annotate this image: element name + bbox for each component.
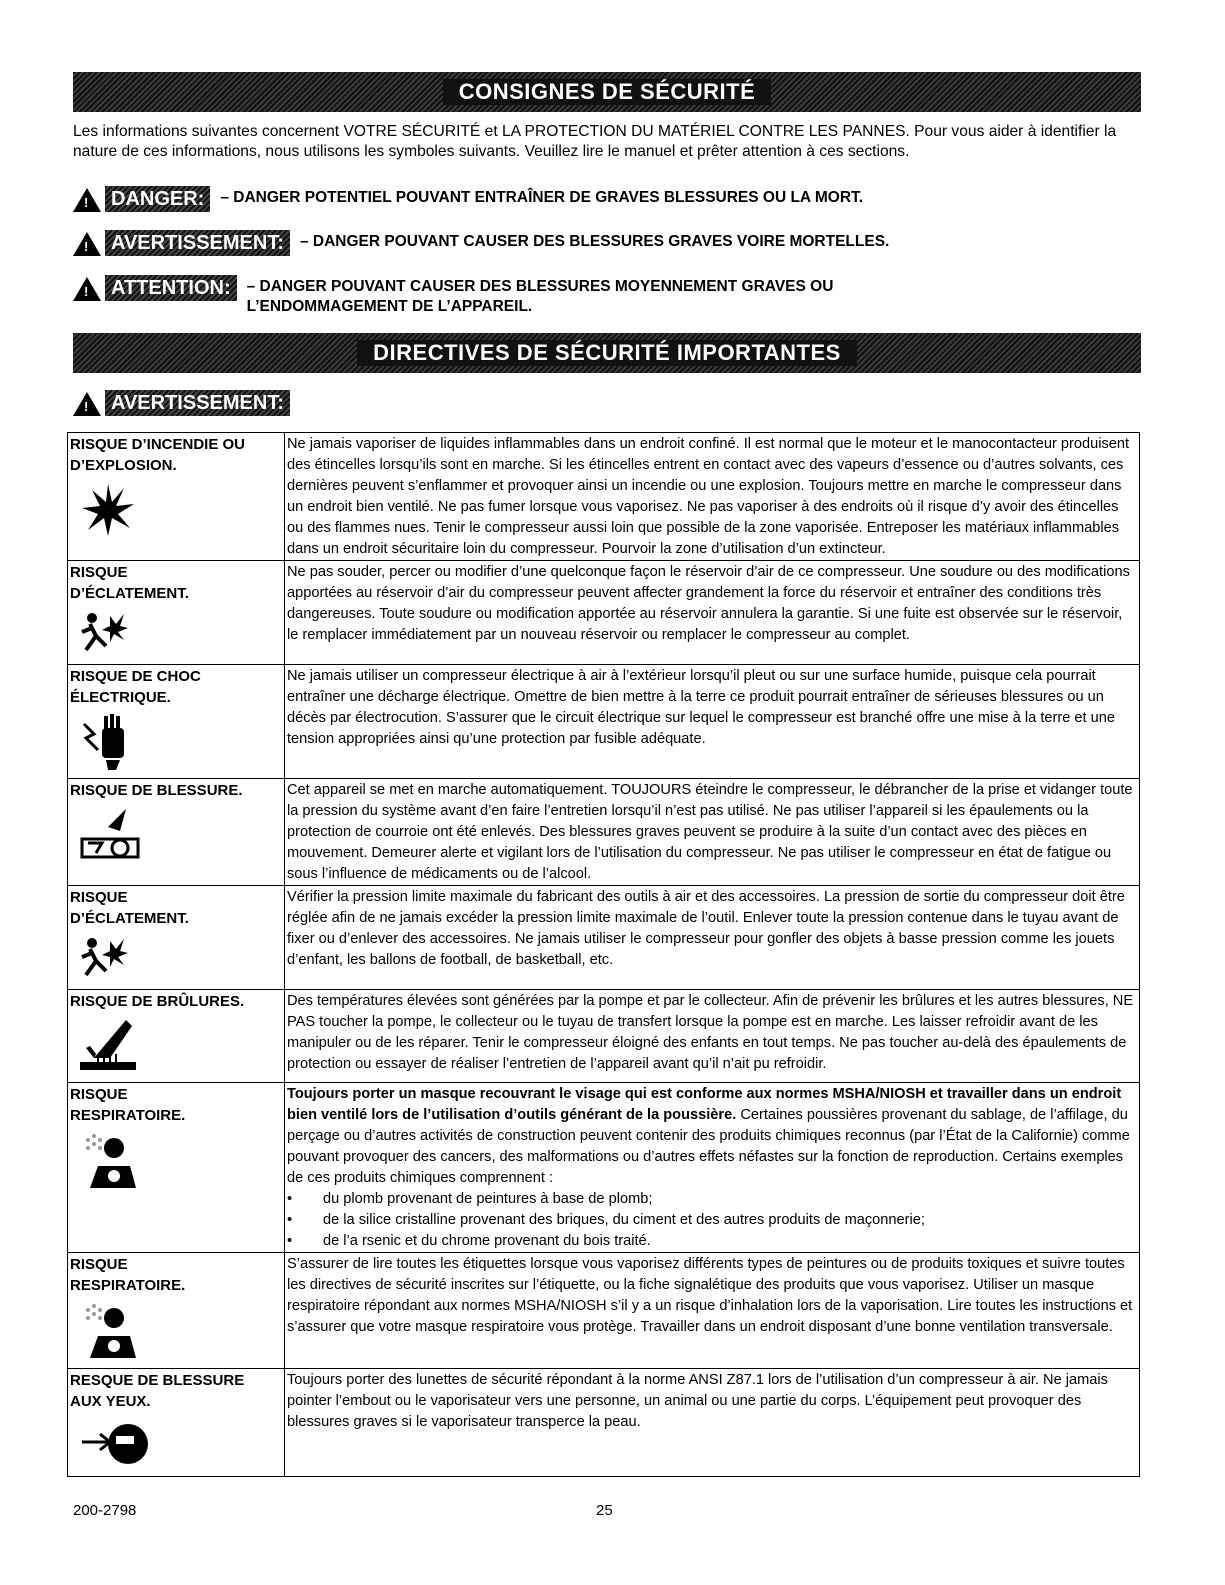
section-title: DIRECTIVES DE SÉCURITÉ IMPORTANTES (357, 340, 857, 366)
hazard-text-body: Ne jamais vaporiser de liquides inflammables dans un endroit confiné. Il est normal que le moteur et le manocontacteur produisent des étincelles lorsqu’ils sont en marche. Si les étincelles entrent en contact avec des vapeurs d’essence ou d’autres solvants, ces dernières peuvent s’enflammer et provoquer ainsi un incendie ou une explosion. Toujours mettre en marche le compresseur dans un endroit bien ventilé. Ne pas fumer lorsque vous vaporisez. Ne pas vaporiser à des endroits où il risque d’y avoir des étincelles ou des flammes nues. Tenir le compresseur aussi loin que possible de la zone vaporisée. Entreposer les matériaux inflammables dans un endroit sécuritaire loin du compresseur. Pourvoir la zone d’utilisation d’un extincteur. (287, 436, 1130, 557)
hazard-text (287, 562, 1137, 646)
signal-avertissement (73, 230, 889, 256)
hazard-text-body: Certaines poussières provenant du sablage, de l’affilage, du perçage ou d’autres activités de construction peuvent contenir des produits chimiques reconnus (par l’État de la Californie) comme pouvant provoquer des cancers, des malformations ou d’autres effets néfastes sur la fonction de reproduction. Certains exemples de ces produits chimiques comprennent : (287, 1107, 1130, 1186)
hazard-cell (68, 1083, 285, 1253)
hazard-row (68, 665, 1140, 779)
moving-parts-icon (80, 807, 282, 869)
hazard-description (285, 1083, 1140, 1253)
hazard-text (287, 1084, 1137, 1189)
hazard-text-body: S’assurer de lire toutes les étiquettes lorsque vous vaporisez différents types de peintures ou de produits toxiques et suivre toutes les directives de sécurité inscrites sur l’étiquette, ou la fiche signalétique des produits que vous vaporisez. Utiliser un masque respiratoire répondant aux normes MSHA/NIOSH s’il y a un risque d’inhalation lors de la vaporisation. Lire toutes les instructions et s’assurer que votre masque respiratoire vous protège. Travailler dans un endroit disposant d’une bonne ventilation transversale. (287, 1256, 1133, 1335)
hazard-name: RISQUE D’INCENDIE OU D’EXPLOSION. (70, 436, 246, 474)
hazard-description (285, 990, 1140, 1083)
hazard-text-body: Ne pas souder, percer ou modifier d’une quelconque façon le réservoir d’air de ce compresseur. Une soudure ou des modifications apportées au réservoir d’air du compresseur peuvent affecter grandement la force du réservoir et entraîner des conditions très dangereuses. Toute soudure ou modification apportée au réservoir annulera la garantie. Si une fuite est observée sur le réservoir, le remplacer immédiatement par un nouveau réservoir ou remplacer le compresseur au complet. (287, 564, 1130, 643)
hazard-row (68, 779, 1140, 886)
signal-danger (73, 186, 863, 212)
hazard-text (287, 887, 1137, 971)
hazard-name: RISQUE D’ÉCLATEMENT. (70, 564, 189, 602)
hazard-name: RISQUE RESPIRATOIRE. (70, 1086, 186, 1124)
hazard-name: RISQUE DE BRÛLURES. (70, 993, 245, 1010)
page-number: 25 (596, 1502, 613, 1519)
hazard-text-body: Toujours porter des lunettes de sécurité répondant à la norme ANSI Z87.1 lors de l’utilisation d’un compresseur à air. Ne jamais pointer l’embout ou le vaporisateur vers une personne, un animal ou une partie du corps. L’équipement peut provoquer des blessures graves si le vaporisateur transperce la peau. (287, 1372, 1108, 1430)
hazard-text-body: Cet appareil se met en marche automatiquement. TOUJOURS éteindre le compresseur, le débrancher de la prise et vidanger toute la pression du système avant d’en faire l’entretien lorsqu’il n’est pas utilisé. Ne pas utiliser l’appareil si les épaulements ou la protection de courroie ont été enlevés. Des blessures graves peuvent se produire à la suite d’un contact avec des pièces en mouvement. Demeurer alerte et vigilant lors de l’utilisation du compresseur. Ne pas utiliser le compresseur en état de fatigue ou sous l’influence de médicaments ou de l’alcool. (287, 782, 1133, 882)
hazard-description (285, 1253, 1140, 1369)
burst-icon (80, 610, 282, 662)
hazard-cell (68, 1253, 285, 1369)
hazard-cell (68, 561, 285, 665)
warning-triangle-icon (73, 188, 101, 212)
bullet-item (287, 1231, 1137, 1252)
hazard-name: RISQUE DE BLESSURE. (70, 782, 243, 799)
hazard-text (287, 780, 1137, 885)
hazard-description (285, 665, 1140, 779)
hazard-description (285, 779, 1140, 886)
hazard-name: RISQUE D’ÉCLATEMENT. (70, 889, 189, 927)
hazard-text-body: Vérifier la pression limite maximale du fabricant des outils à air et des accessoires. La pression de sortie du compresseur doit être réglée afin de ne jamais excéder la pression limite maximale de l’outil. Enlever toute la pression contenue dans le tuyau avant de fixer ou d’enlever des accessoires. Ne jamais utiliser le compresseur pour gonfler des objets à basse pression comme les jouets d’enfant, les ballons de football, de basketball, etc. (287, 889, 1125, 968)
hazard-cell (68, 886, 285, 990)
electric-shock-icon (80, 714, 282, 776)
bullet-item (287, 1189, 1137, 1210)
section-banner-consignes (73, 72, 1141, 112)
warning-triangle-icon (73, 392, 101, 416)
burst-icon (80, 935, 282, 987)
bullet-text: du plomb provenant de peintures à base de plomb; (323, 1191, 653, 1207)
hazard-text-body: Des températures élevées sont générées par la pompe et par le collecteur. Afin de prévenir les brûlures et les autres blessures, NE PAS toucher la pompe, le collecteur ou le tuyau de transfert lorsque la pompe est en marche. Les laisser refroidir avant de les manipuler ou de les réparer. Tenir le compresseur éloigné des enfants en tout temps. Ne pas toucher au-delà des épaulements de protection ou essayer de réaliser l’entretien de l’appareil avant qu’il n’ait pu refroidir. (287, 993, 1134, 1072)
bullet-text: de l’a rsenic et du chrome provenant du bois traité. (323, 1233, 651, 1249)
hazard-description (285, 561, 1140, 665)
respirator-icon (80, 1132, 282, 1196)
signal-text: – DANGER POUVANT CAUSER DES BLESSURES MOYENNEMENT GRAVES OU L’ENDOMMAGEMENT DE L’APPAREIL. (246, 278, 834, 315)
signal-text: – DANGER POTENTIEL POUVANT ENTRAÎNER DE GRAVES BLESSURES OU LA MORT. (220, 189, 864, 206)
intro-paragraph: Les informations suivantes concernent VOTRE SÉCURITÉ et LA PROTECTION DU MATÉRIEL CONTRE LES PANNES. Pour vous aider à identifier la nature de ces informations, nous utilisons les symboles suivants. Veuillez lire le manuel et prêter attention à ces sections. (73, 123, 1117, 160)
hazard-description (285, 433, 1140, 561)
section-title: CONSIGNES DE SÉCURITÉ (443, 79, 772, 105)
signal-text: – DANGER POUVANT CAUSER DES BLESSURES GRAVES VOIRE MORTELLES. (299, 233, 890, 250)
hazard-cell (68, 665, 285, 779)
hazard-text (287, 991, 1137, 1075)
hazard-name: RESQUE DE BLESSURE AUX YEUX. (70, 1372, 245, 1410)
hazard-row (68, 886, 1140, 990)
hazard-text (287, 434, 1137, 560)
hazard-cell (68, 990, 285, 1083)
bullet-item (287, 1210, 1137, 1231)
signal-label: ATTENTION: (105, 275, 237, 301)
hazard-row (68, 1083, 1140, 1253)
document-code: 200-2798 (73, 1502, 137, 1519)
bullet-dot: • (287, 1191, 293, 1207)
hazard-row (68, 433, 1140, 561)
warning-heading (73, 390, 290, 416)
hazard-cell (68, 433, 285, 561)
explosion-icon (80, 482, 282, 544)
bullet-text: de la silice cristalline provenant des briques, du ciment et des autres produits de maçonnerie; (323, 1212, 925, 1228)
hazard-cell (68, 779, 285, 886)
hazard-text (287, 1370, 1137, 1433)
signal-label: DANGER: (105, 186, 210, 212)
hazard-description (285, 886, 1140, 990)
signal-label: AVERTISSEMENT: (105, 230, 290, 256)
hazard-row (68, 990, 1140, 1083)
warning-triangle-icon (73, 232, 101, 256)
safety-rules-table (67, 432, 1140, 1477)
warning-triangle-icon (73, 277, 101, 301)
hazard-name: RISQUE DE CHOC ÉLECTRIQUE. (70, 668, 201, 706)
section-banner-directives (73, 333, 1141, 373)
hot-surface-icon (80, 1018, 282, 1080)
hazard-description (285, 1369, 1140, 1477)
eye-injury-icon (80, 1418, 282, 1474)
respirator-icon (80, 1302, 282, 1366)
bullet-dot: • (287, 1233, 293, 1249)
hazard-row (68, 561, 1140, 665)
hazard-cell (68, 1369, 285, 1477)
warning-heading-label: AVERTISSEMENT: (105, 390, 290, 416)
signal-attention (73, 275, 833, 317)
bullet-dot: • (287, 1212, 293, 1228)
hazard-row (68, 1369, 1140, 1477)
hazard-row (68, 1253, 1140, 1369)
hazard-text-bold: Toujours porter un masque recouvrant le visage qui est conforme aux normes MSHA/NIOSH et travailler dans un endroit bien ventilé lors de l’utilisation d’outils générant de la poussière. (287, 1086, 1122, 1123)
hazard-text (287, 666, 1137, 750)
hazard-text-body: Ne jamais utiliser un compresseur électrique à air à l’extérieur lorsqu’il pleut ou sur une surface humide, puisque cela pourrait entraîner une décharge électrique. Omettre de bien mettre à la terre ce produit pourrait entraîner de sérieuses blessures ou un décès par électrocution. S’assurer que le circuit électrique sur lequel le compresseur est branché offre une mise à la terre et une tension appropriées ainsi qu’une protection par fusible adéquate. (287, 668, 1115, 747)
hazard-name: RISQUE RESPIRATOIRE. (70, 1256, 186, 1294)
hazard-text (287, 1254, 1137, 1338)
